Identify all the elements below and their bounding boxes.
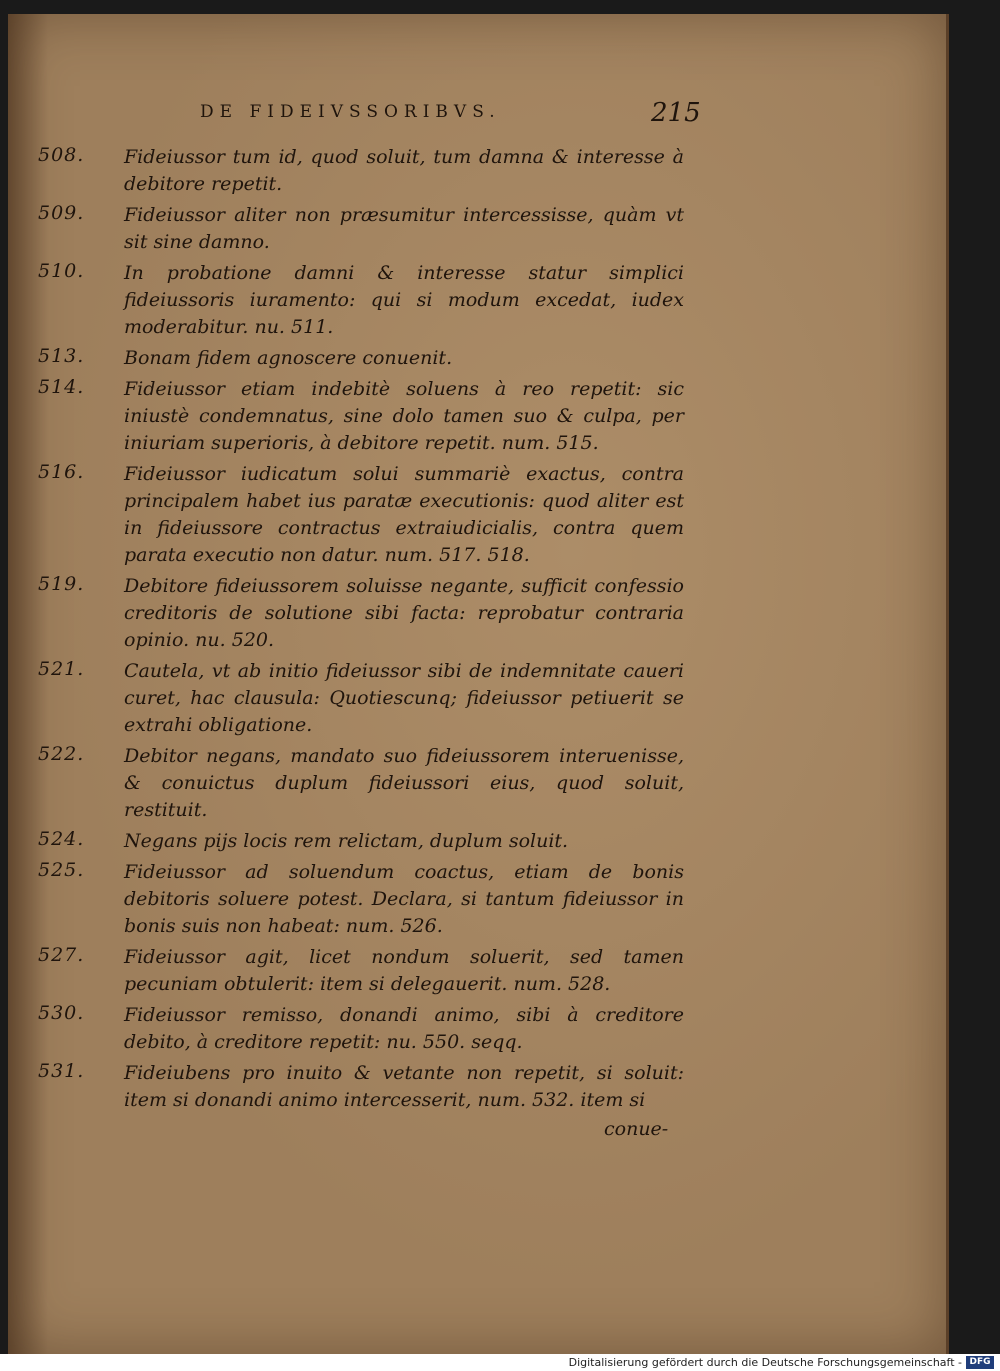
summary-entry — [8, 202, 946, 256]
summary-entry — [8, 376, 946, 457]
summary-list — [8, 144, 946, 1149]
entry-number: 513. — [38, 345, 85, 367]
catchword: conue- — [604, 1118, 669, 1140]
page-header — [8, 98, 946, 136]
summary-entry — [8, 1002, 946, 1056]
entry-text: Fideiussor ad soluendum coactus, etiam de bonis debitoris soluere potest. Declara, si tantum fideiussor in bonis suis non habeat: num. 526. — [124, 861, 684, 937]
entry-text: Negans pijs locis rem relictam, duplum soluit. — [124, 830, 569, 852]
entry-text: Cautela, vt ab initio fideiussor sibi de indemnitate caueri curet, hac clausula: Quotiescunq; fideiussor petiuerit se extrahi obligatione. — [124, 660, 684, 736]
book-page — [8, 14, 949, 1354]
running-head: DE FIDEIVSSORIBVS. — [200, 102, 501, 122]
entry-text: Fideiussor iudicatum solui summariè exactus, contra principalem habet ius paratæ executionis: quod aliter est in fideiussore contractus extraiudicialis, contra quem parata executio non datur. num. 517. 518. — [124, 463, 684, 566]
entry-text: Fideiussor agit, licet nondum soluerit, sed tamen pecuniam obtulerit: item si delegauerit. num. 528. — [124, 946, 684, 995]
entry-number: 508. — [38, 144, 85, 166]
summary-entry — [8, 345, 946, 372]
entry-number: 522. — [38, 743, 85, 765]
entry-number: 524. — [38, 828, 85, 850]
summary-entry — [8, 859, 946, 940]
summary-entry — [8, 1060, 946, 1114]
entry-text: Fideiubens pro inuito & vetante non repetit, si soluit: item si donandi animo intercesserit, num. 532. item si — [124, 1062, 684, 1111]
entry-number: 531. — [38, 1060, 85, 1082]
entry-text: Bonam fidem agnoscere conuenit. — [124, 347, 453, 369]
page-number: 215 — [651, 98, 701, 128]
catchword-line — [8, 1118, 946, 1145]
digitization-footer — [0, 1354, 1000, 1371]
dfg-logo: DFG — [966, 1356, 994, 1369]
entry-text: In probatione damni & interesse statur simplici fideiussoris iuramento: qui si modum excedat, iudex moderabitur. nu. 511. — [124, 262, 684, 338]
summary-entry — [8, 743, 946, 824]
summary-entry — [8, 461, 946, 569]
summary-entry — [8, 658, 946, 739]
summary-entry — [8, 828, 946, 855]
summary-entry — [8, 944, 946, 998]
entry-number: 516. — [38, 461, 85, 483]
entry-number: 527. — [38, 944, 85, 966]
entry-text: Debitor negans, mandato suo fideiussorem interuenisse, & conuictus duplum fideiussori eius, quod soluit, restituit. — [124, 745, 684, 821]
entry-text: Debitore fideiussorem soluisse negante, sufficit confessio creditoris de solutione sibi facta: reprobatur contraria opinio. nu. 520. — [124, 575, 684, 651]
entry-text: Fideiussor remisso, donandi animo, sibi à creditore debito, à creditore repetit: nu. 550. seqq. — [124, 1004, 684, 1053]
entry-text: Fideiussor etiam indebitè soluens à reo repetit: sic iniustè condemnatus, sine dolo tamen suo & culpa, per iniuriam superioris, à debitore repetit. num. 515. — [124, 378, 684, 454]
entry-text: Fideiussor tum id, quod soluit, tum damna & interesse à debitore repetit. — [124, 146, 684, 195]
funding-credit: Digitalisierung gefördert durch die Deutsche Forschungsgemeinschaft - — [568, 1356, 962, 1369]
entry-number: 510. — [38, 260, 85, 282]
entry-number: 509. — [38, 202, 85, 224]
summary-entry — [8, 260, 946, 341]
entry-number: 521. — [38, 658, 85, 680]
entry-number: 525. — [38, 859, 85, 881]
summary-entry — [8, 144, 946, 198]
entry-number: 519. — [38, 573, 85, 595]
entry-number: 514. — [38, 376, 85, 398]
entry-text: Fideiussor aliter non præsumitur intercessisse, quàm vt sit sine damno. — [124, 204, 684, 253]
summary-entry — [8, 573, 946, 654]
entry-number: 530. — [38, 1002, 85, 1024]
